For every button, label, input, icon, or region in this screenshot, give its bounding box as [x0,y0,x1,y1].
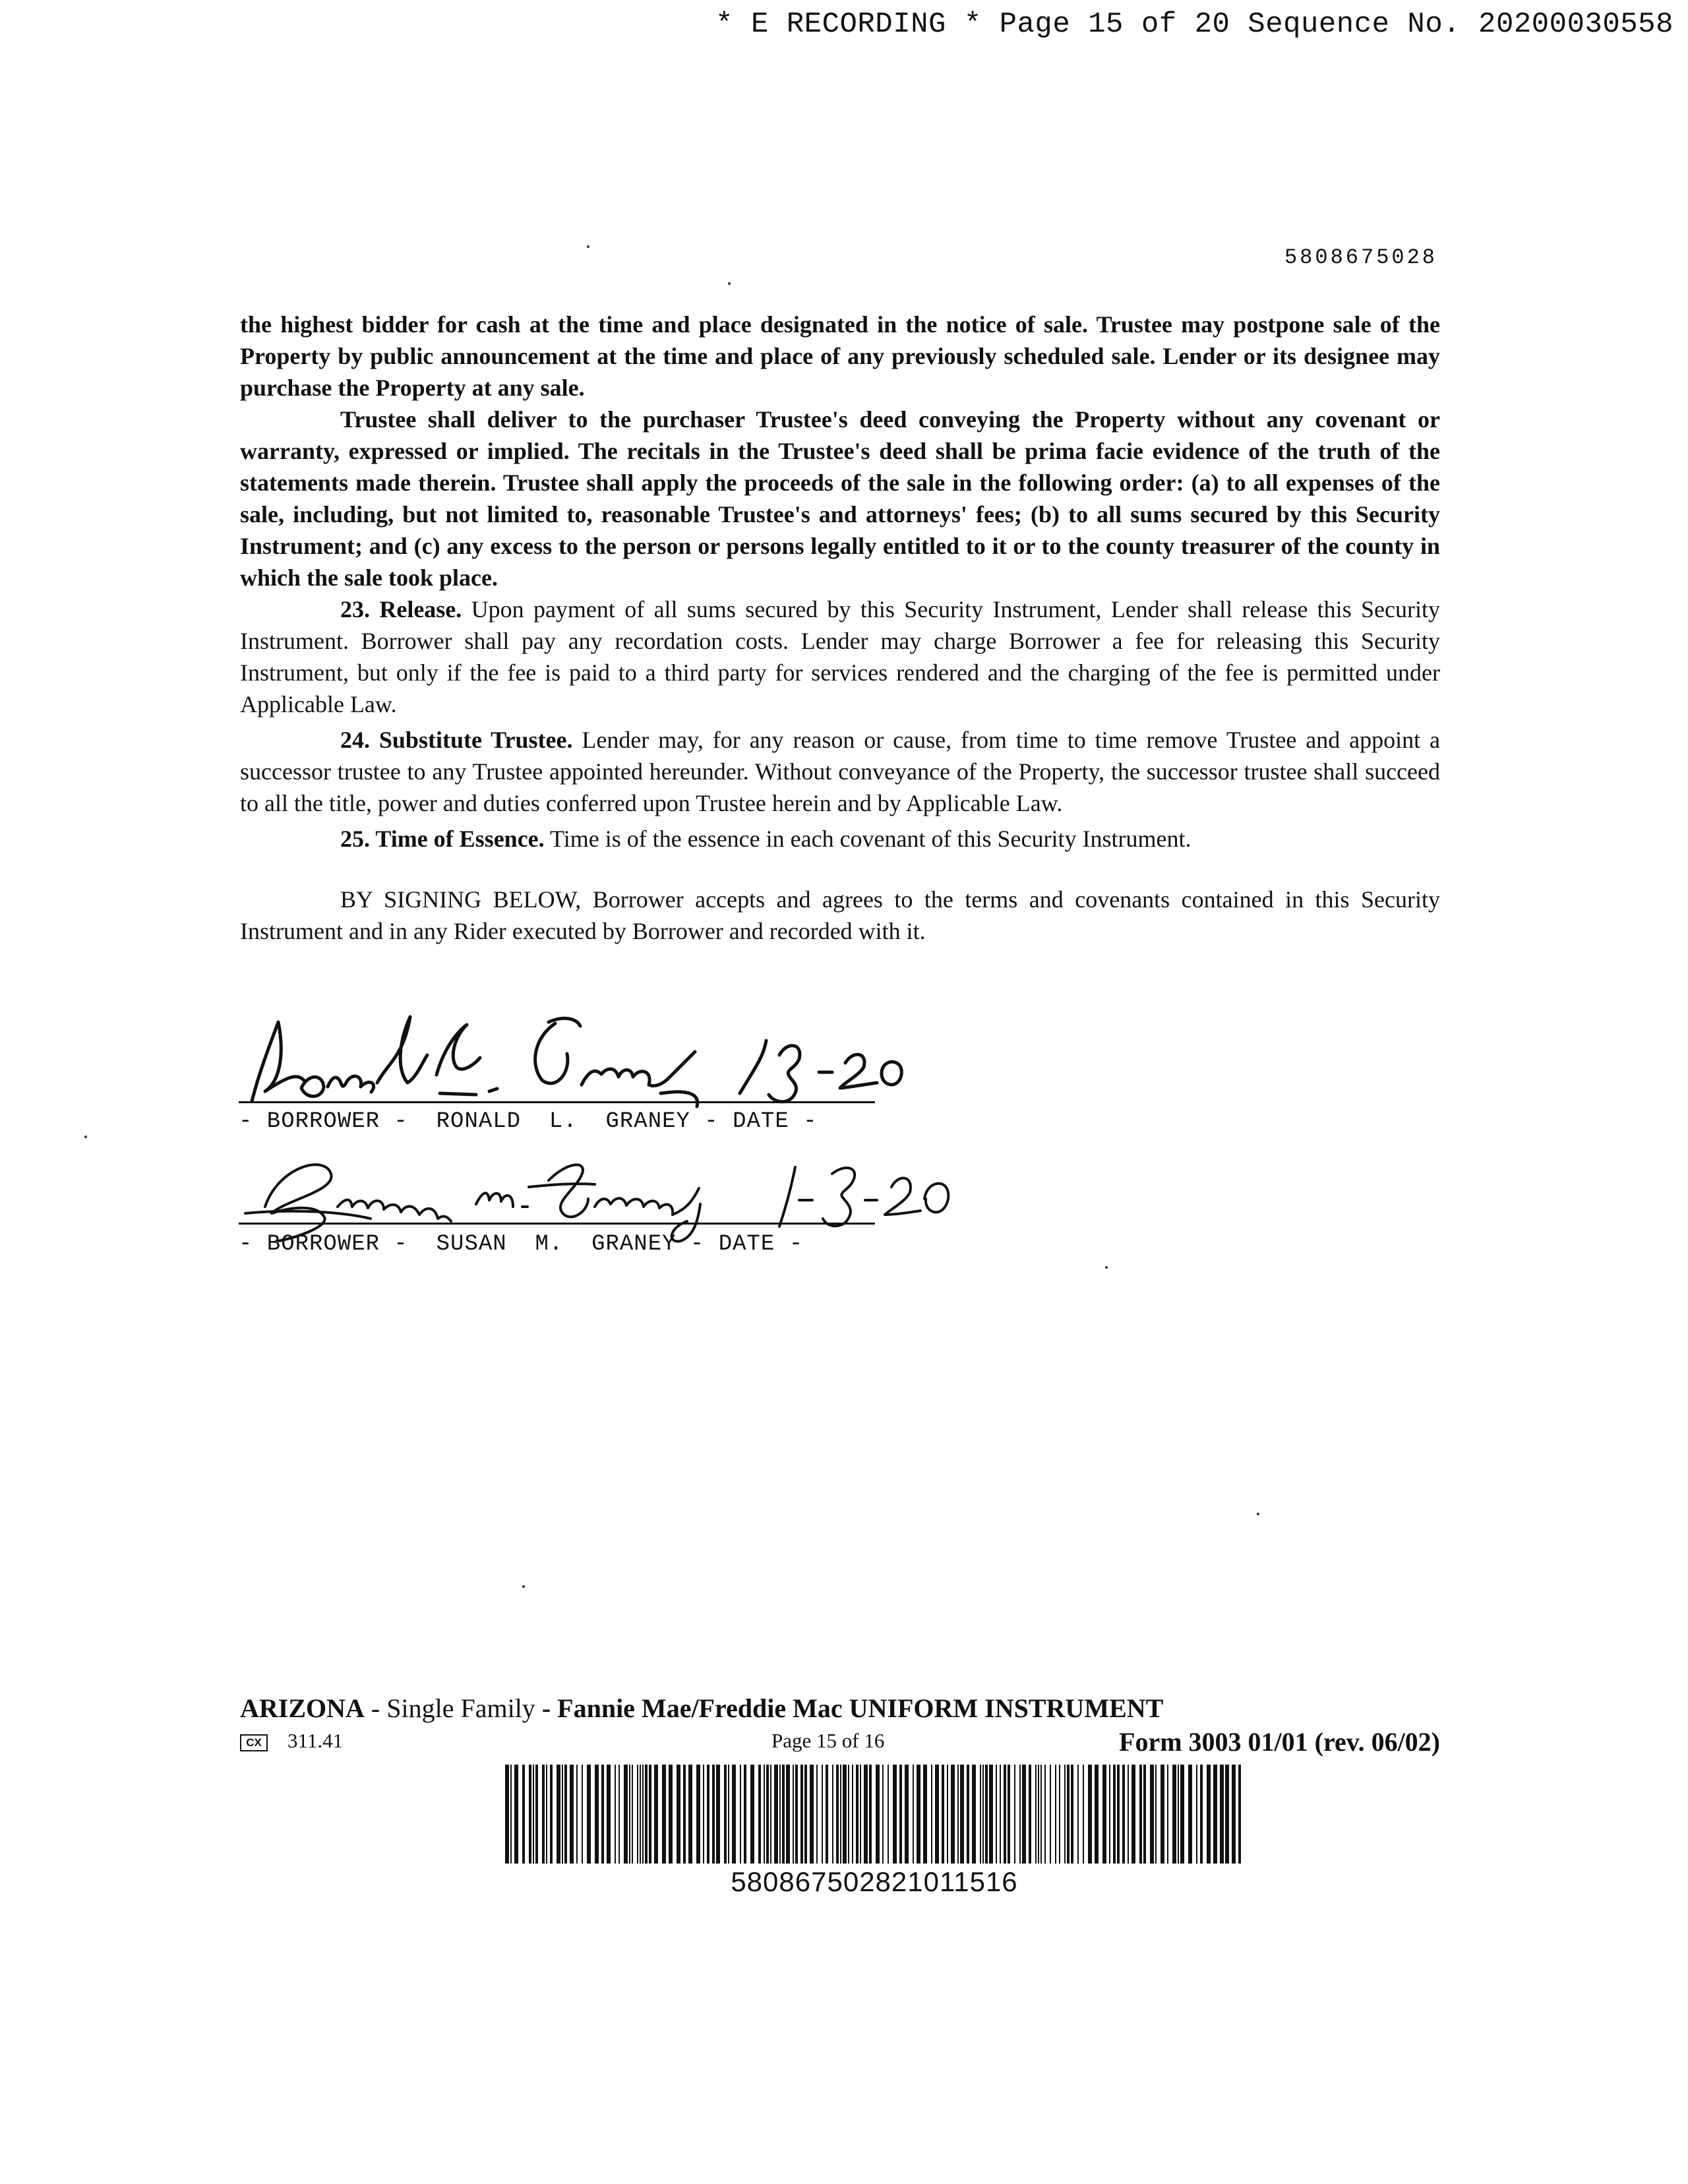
section-23-text: Upon payment of all sums secured by this Security Instrument, Lender shall release this Security Instrument. Borrower shall pay any recordation costs. Lender may charge Borrower a fee for releasing this Security Instrument, but only if the fee is paid to a third party for services rendered and the charging of the fee is permitted under Applicable Law. [240,596,1440,717]
page-number: Page 15 of 16 [771,1729,885,1752]
scan-speck [587,245,589,248]
form-title-separator: - [535,1693,558,1723]
form-title-instrument: Fannie Mae/Freddie Mac UNIFORM INSTRUMENT [557,1693,1164,1723]
form-number: Form 3003 01/01 (rev. 06/02) [1119,1727,1440,1757]
form-title-type: Single Family [386,1693,535,1723]
section-23-heading: 23. Release. [340,596,462,622]
signature-caption-ronald: - BORROWER - RONALD L. GRANEY - DATE - [239,1109,818,1134]
scan-speck [1105,1266,1108,1269]
signature-block-susan [239,1141,885,1273]
document-body [240,309,1440,947]
recording-header: * E RECORDING * Page 15 of 20 Sequence No. 20200030558 [715,8,1673,41]
scan-speck [84,1136,87,1138]
section-25-time-of-essence [240,823,1440,855]
signature-block-ronald [239,1009,885,1147]
form-code: 311.41 [287,1729,344,1752]
loan-number: 5808675028 [1284,245,1437,270]
section-24-substitute-trustee [240,724,1440,819]
section-24-heading: 24. Substitute Trustee. [340,727,573,753]
section-25-text: Time is of the essence in each covenant of this Security Instrument. [544,826,1191,852]
barcode-number: 580867502821011516 [731,1866,1018,1897]
scan-speck [1257,1513,1259,1515]
form-footer-row [240,1729,1440,1758]
section-25-heading: 25. Time of Essence. [340,826,545,852]
scan-speck [728,282,731,285]
form-title-state: ARIZONA [240,1693,365,1723]
paragraph-sale-continued: the highest bidder for cash at the time and place designated in the notice of sale. Trustee may postpone sale of the Property by public announcement at the time and place of any previously scheduled sale. Lender or its designee may purchase the Property at any sale. [240,311,1440,401]
signature-line-ronald [239,1101,875,1103]
form-title [240,1693,1163,1724]
cx-logo-icon: CX [240,1734,268,1751]
barcode-icon [505,1765,1244,1864]
paragraph-trustee-deed: Trustee shall deliver to the purchaser Trustee's deed conveying the Property without any covenant or warranty, expressed or implied. The recitals in the Trustee's deed shall be prima facie evidence of the truth of the statements made therein. Trustee shall apply the proceeds of the sale in the following order: (a) to all expenses of the sale, including, but not limited to, reasonable Trustee's and attorneys' fees; (b) to all sums secured by this Security Instrument; and (c) any excess to the person or persons legally entitled to it or to the county treasurer of the county in which the sale took place. [240,406,1440,591]
scan-speck [522,1585,525,1588]
signature-line-susan [239,1223,875,1225]
section-24-text: Lender may, for any reason or cause, from time to time remove Trustee and appoint a successor trustee to any Trustee appointed hereunder. Without conveyance of the Property, the successor trustee shall succeed to all the title, power and duties conferred upon Trustee herein and by Applicable Law. [240,727,1440,816]
handwritten-signature-susan [239,1141,977,1246]
signature-caption-susan: - BORROWER - SUSAN M. GRANEY - DATE - [239,1232,804,1257]
section-23-release [240,593,1440,720]
form-title-separator: - [364,1693,387,1723]
signing-statement: BY SIGNING BELOW, Borrower accepts and agrees to the terms and covenants contained in this Security Instrument and in any Rider executed by Borrower and recorded with it. [240,886,1440,944]
